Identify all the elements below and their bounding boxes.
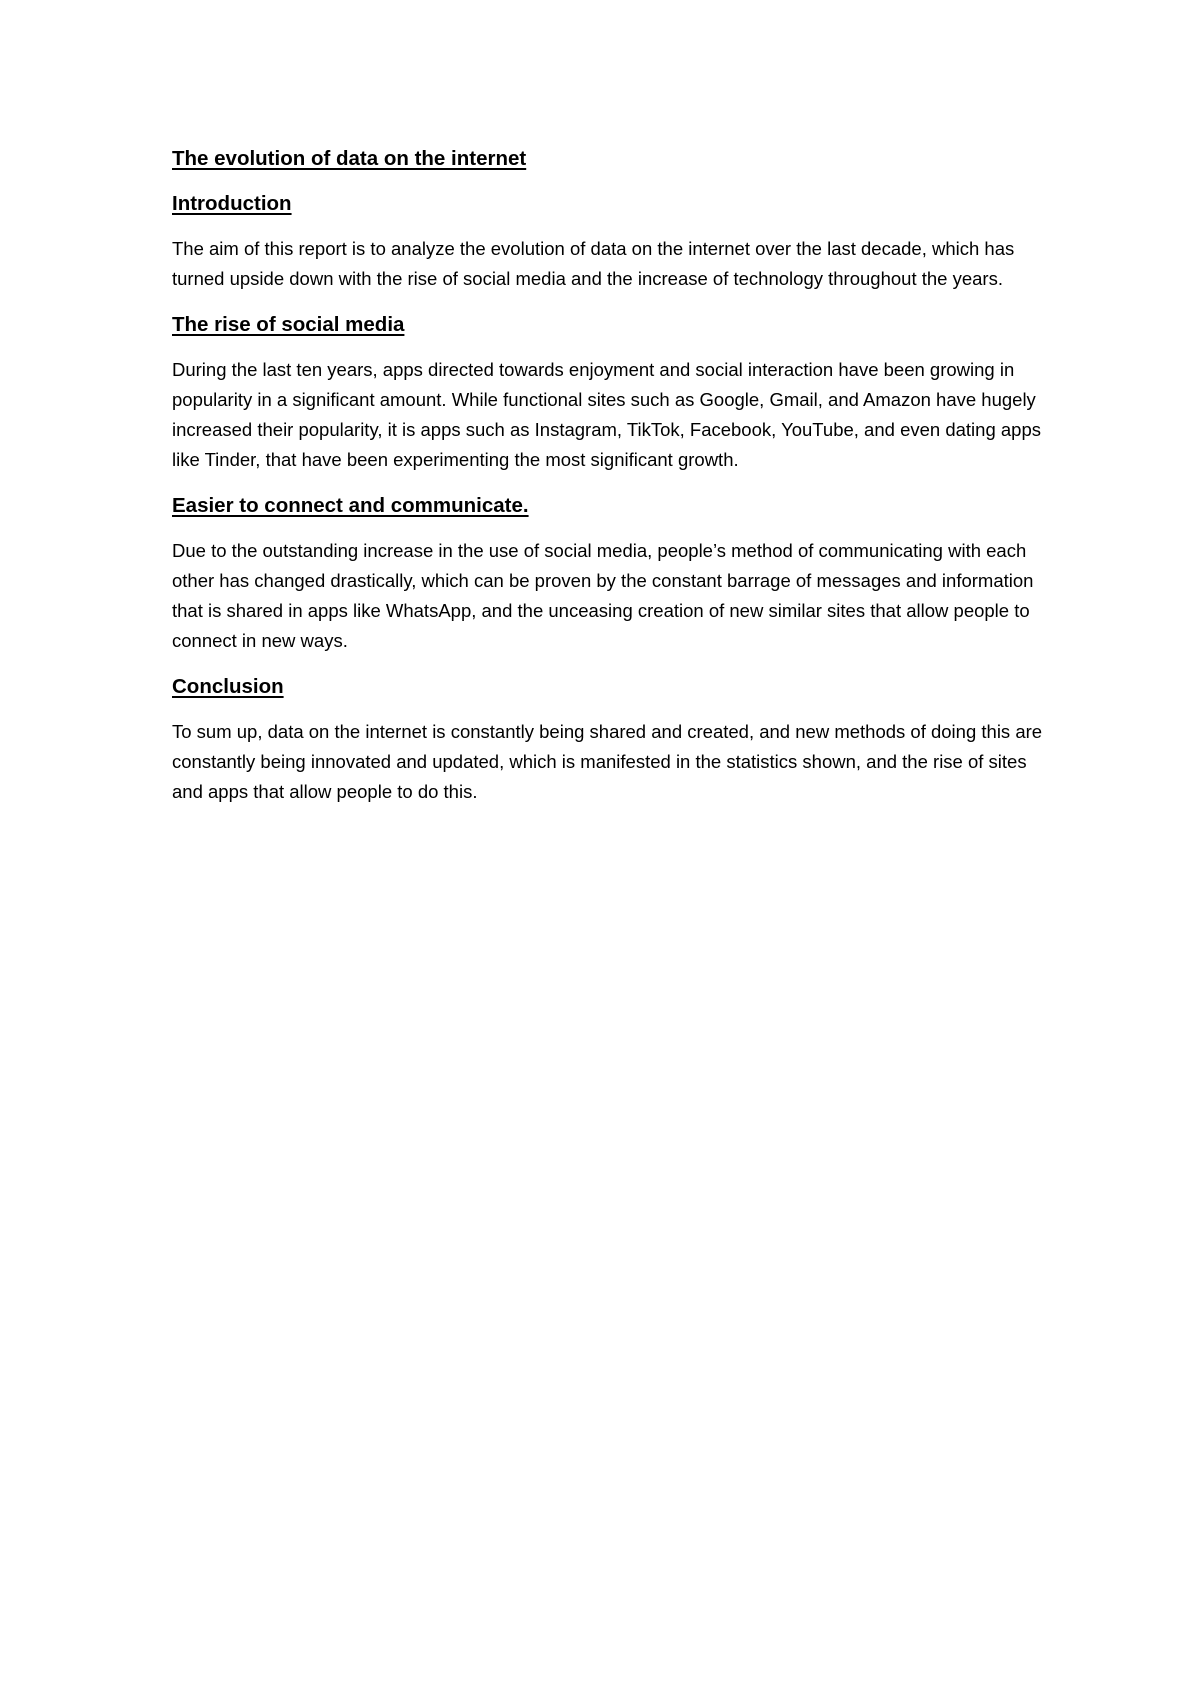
document-page: [172, 144, 1052, 823]
paragraph-introduction: The aim of this report is to analyze the evolution of data on the internet over the last decade, which has turned upside down with the rise of social media and the increase of technology throughout the years.: [172, 238, 1015, 289]
section-heading-introduction: Introduction: [172, 192, 292, 215]
section-rise-of-social-media: [172, 310, 1052, 475]
paragraph-easier-to-connect: Due to the outstanding increase in the use of social media, people’s method of communicating with each other has changed drastically, which can be proven by the constant barrage of messages and information that is shared in apps like WhatsApp, and the unceasing creation of new similar sites that allow people to connect in new ways.: [172, 540, 1034, 651]
section-heading-easier-to-connect: Easier to connect and communicate.: [172, 494, 529, 517]
section-heading-rise-of-social-media: The rise of social media: [172, 313, 405, 336]
section-easier-to-connect: [172, 491, 1052, 656]
paragraph-rise-of-social-media: During the last ten years, apps directed towards enjoyment and social interaction have been growing in popularity in a significant amount. While functional sites such as Google, Gmail, and Amazon have hugely increased their popularity, it is apps such as Instagram, TikTok, Facebook, YouTube, and even dating apps like Tinder, that have been experimenting the most significant growth.: [172, 359, 1041, 470]
document-title: The evolution of data on the internet: [172, 147, 527, 170]
section-conclusion: [172, 672, 1052, 807]
section-introduction: [172, 189, 1052, 294]
section-heading-conclusion: Conclusion: [172, 675, 284, 698]
paragraph-conclusion: To sum up, data on the internet is constantly being shared and created, and new methods of doing this are constantly being innovated and updated, which is manifested in the statistics shown, and the rise of sites and apps that allow people to do this.: [172, 721, 1043, 802]
